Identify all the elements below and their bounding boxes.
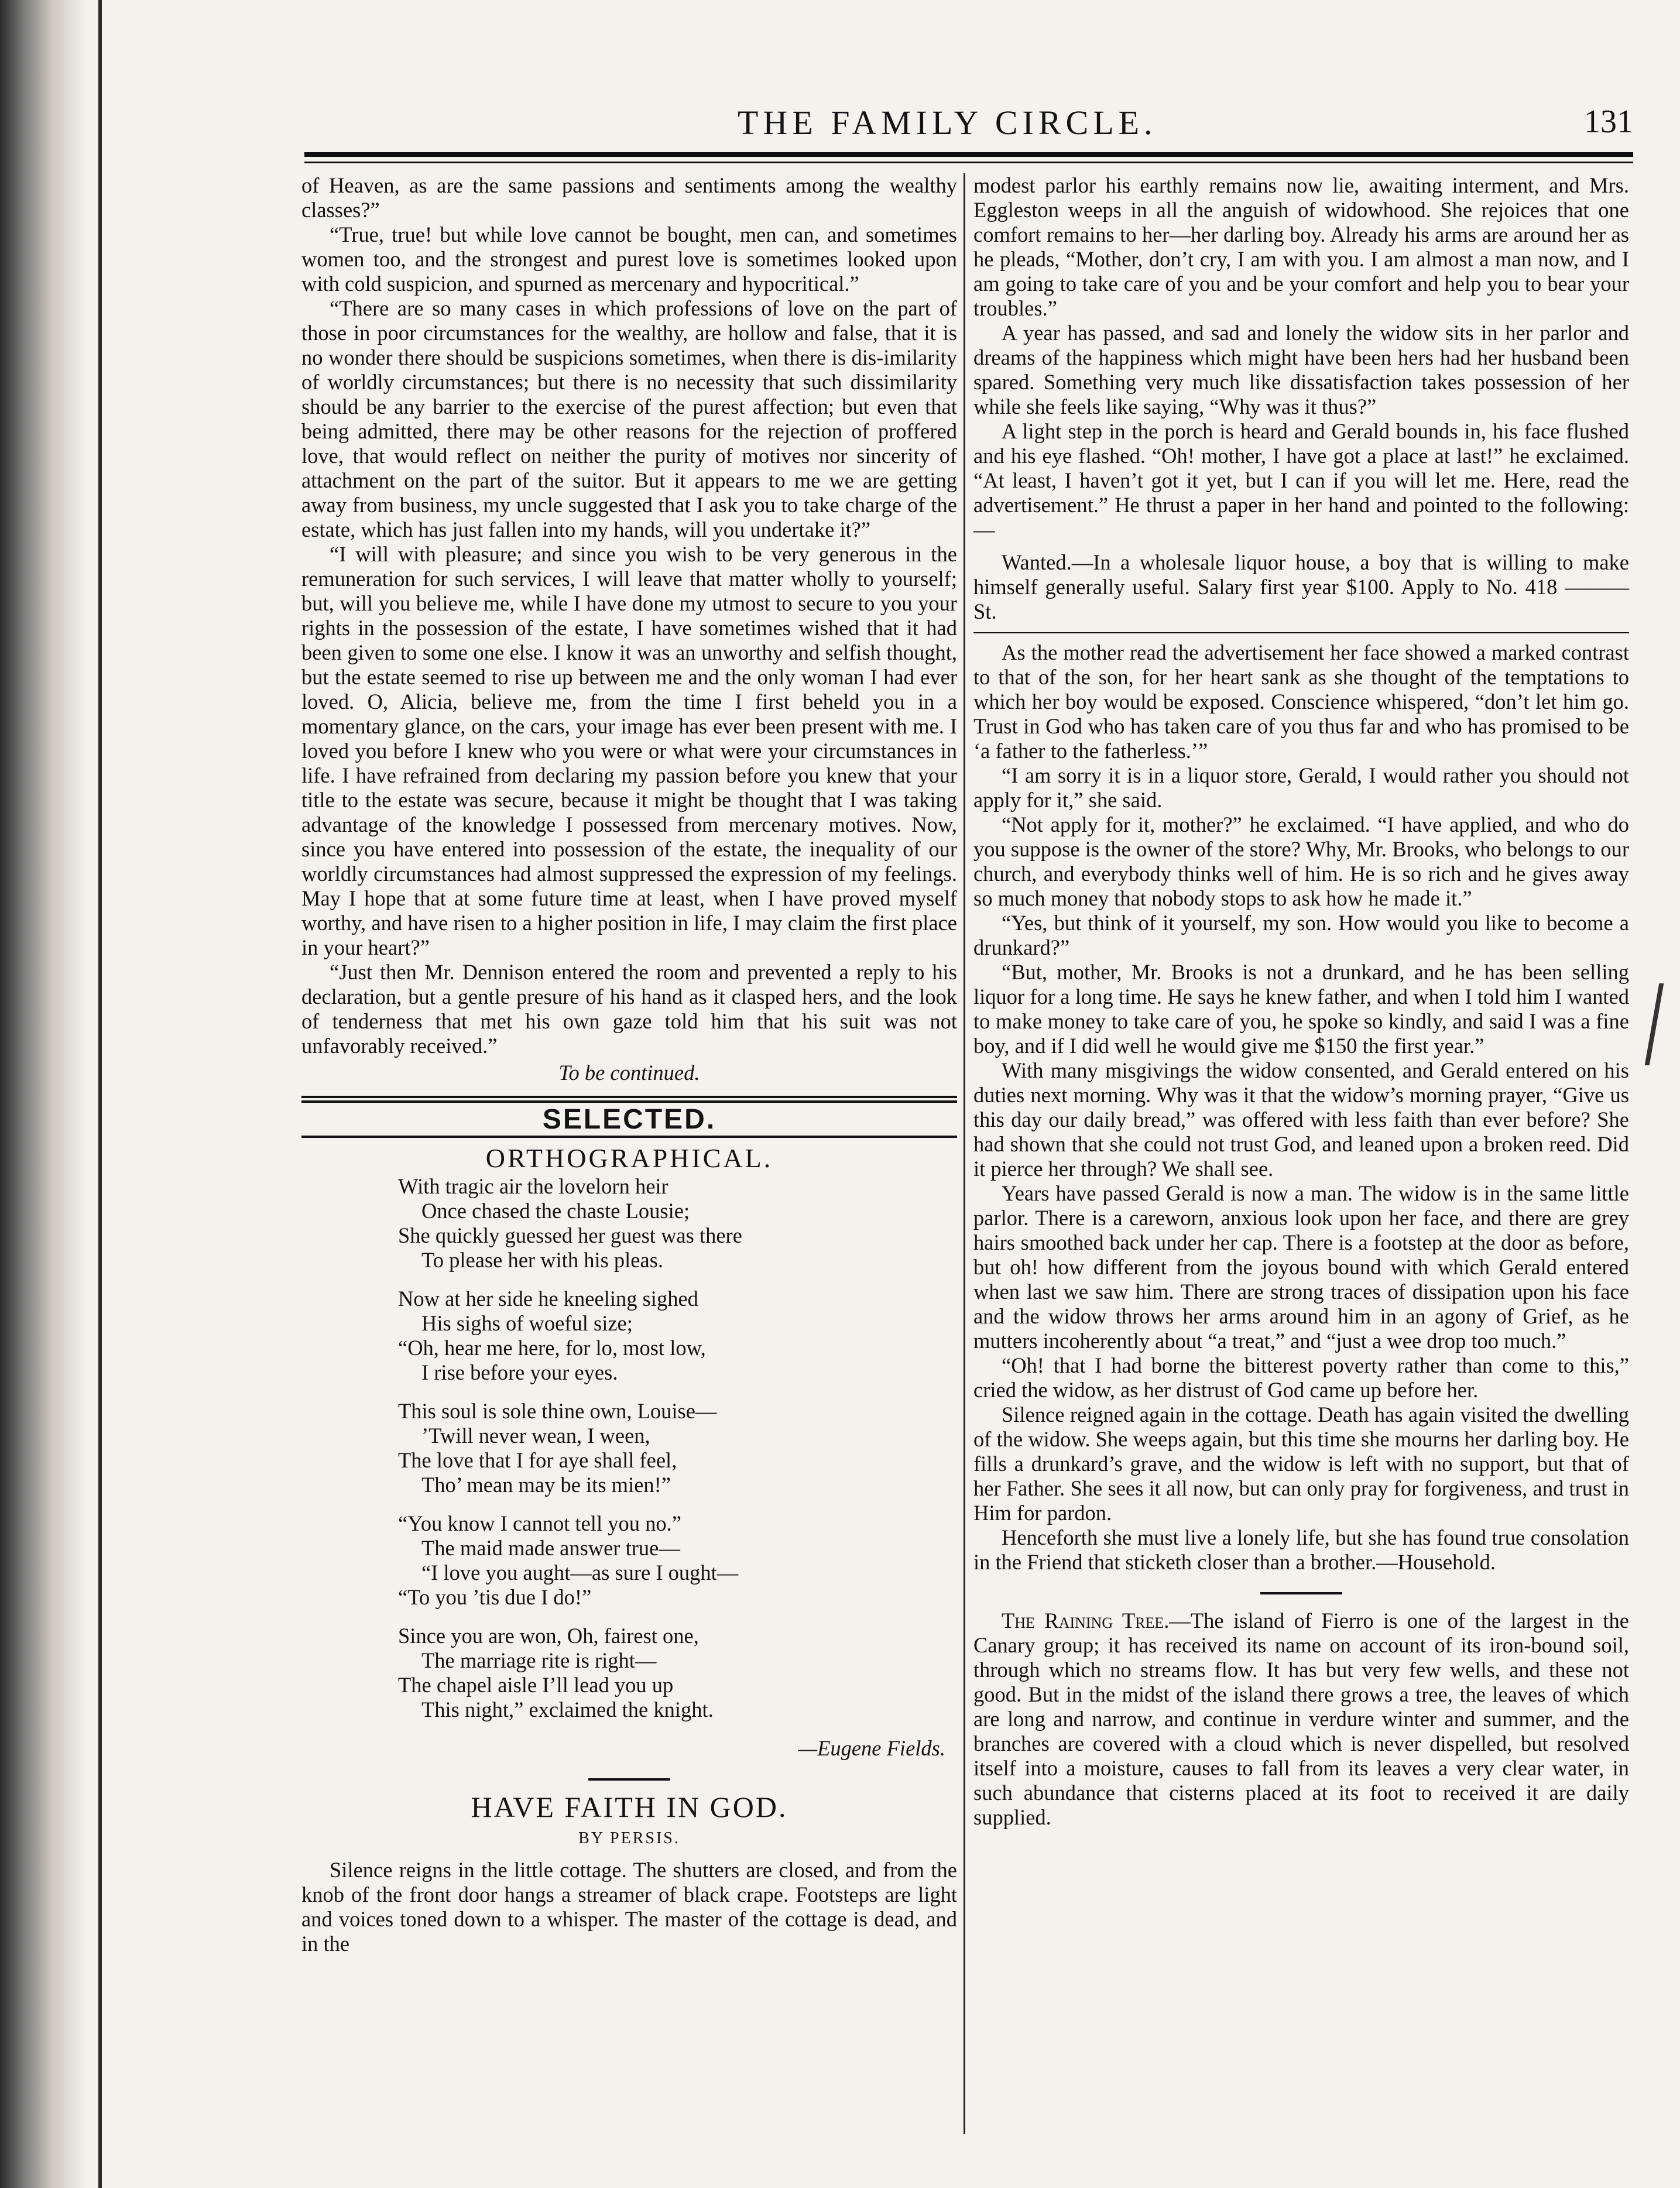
poem-line: “You know I cannot tell you no.” — [398, 1511, 681, 1535]
section-rule — [301, 1136, 957, 1138]
page-number: 131 — [1584, 104, 1633, 140]
poem-line: This night,” exclaimed the knight. — [421, 1697, 714, 1721]
poem-line: The marriage rite is right— — [421, 1648, 657, 1672]
poem-line: Since you are won, Oh, fairest one, — [398, 1624, 699, 1648]
story-paragraph: “But, mother, Mr. Brooks is not a drunkard, and he has been selling liquor for a long time. He says he knew father, and when I told him I wanted to make money to take care of you, he spoke so kindly, and said I was a fine boy, and if I did well he would give me $150 the first year.” — [973, 960, 1629, 1058]
binding-edge-line — [98, 0, 102, 2188]
left-column — [301, 173, 957, 1956]
poem-line: The maid made answer true— — [421, 1536, 680, 1560]
right-column — [973, 173, 1629, 1830]
story-paragraph: A light step in the porch is heard and Gerald bounds in, his face flushed and his eye flashed. “Oh! mother, I have got a place at last!” he exclaimed. “At least, I haven’t got it yet, but I can if you will let me. Here, read the advertisement.” He thrust a paper in her hand and pointed to the following:— — [973, 419, 1629, 541]
story-paragraph: Henceforth she must live a lonely life, but she has found true consolation in the Friend that sticketh closer than a brother.—Household. — [973, 1525, 1629, 1574]
story-paragraph: “Just then Mr. Dennison entered the room and prevented a reply to his declaration, but a gentle presure of his hand as it clasped hers, and the look of tenderness that met his own gaze told him that his suit was not unfavorably received.” — [301, 960, 957, 1058]
poem-line: This soul is sole thine own, Louise— — [398, 1399, 717, 1423]
story-paragraph: “I am sorry it is in a liquor store, Gerald, I would rather you should not apply for it,” she said. — [973, 763, 1629, 812]
poem-line: Now at her side he kneeling sighed — [398, 1287, 698, 1311]
story-paragraph: “Oh! that I had borne the bitterest poverty rather than come to this,” cried the widow, as her distrust of God came up before her. — [973, 1353, 1629, 1402]
raining-tree-text: —The island of Fierro is one of the largest in the Canary group; it has received its name on account of its iron-bound soil, through which no streams flow. It has but very few wells, and these not good. But in the midst of the island there grows a tree, the leaves of which are long and narrow, and continue in verdure winter and summer, and the branches are covered with a cloud which is never dispelled, but resolved itself into a moisture, causes to fall from its leaves a very clear water, in such abundance that cisterns placed at its foot to received it are daily supplied. — [973, 1609, 1629, 1829]
story-paragraph: “Yes, but think of it yourself, my son. How would you like to become a drunkard?” — [973, 911, 1629, 959]
section-divider — [588, 1778, 670, 1781]
poem-stanza — [398, 1399, 957, 1497]
story-paragraph: of Heaven, as are the same passions and sentiments among the wealthy classes?” — [301, 173, 957, 222]
poem-stanza — [398, 1287, 957, 1385]
running-title: THE FAMILY CIRCLE. — [738, 104, 1157, 142]
page-header — [304, 103, 1633, 150]
header-rule-thick — [304, 152, 1633, 157]
column-divider — [964, 173, 965, 2134]
section-heading: SELECTED. — [542, 1104, 716, 1135]
story-paragraph: modest parlor his earthly remains now lie, awaiting interment, and Mrs. Eggleston weeps in all the anguish of widowhood. She rejoices that one comfort remains to her—her darling boy. Already his arms are around her as he pleads, “Mother, don’t cry, I am with you. I am almost a man now, and I am going to take care of you and be your comfort and help you to bear your troubles.” — [973, 173, 1629, 320]
poem-line: ’Twill never wean, I ween, — [421, 1424, 650, 1448]
story-paragraph: “I will with pleasure; and since you wish to be very generous in the remuneration for such services, I will leave that matter wholly to yourself; but, will you believe me, while I have done my utmost to secure to you your rights in the possession of the estate, I have sometimes wished that it had been given to some one else. I know it was an unworthy and selfish thought, but the estate seemed to rise up between me and the only woman I had ever loved. O, Alicia, believe me, from the time I first beheld you in a momentary glance, on the cars, your image has ever been present with me. I loved you before I knew who you were or what were your circumstances in life. I have refrained from declaring my passion before you knew that your title to the estate was secure, because it might be thought that I was taking advantage of the knowledge I possessed from mercenary motives. Now, since you have entered into possession of the estate, the inequality of our worldly circumstances had almost suppressed the expression of my feelings. May I hope that at some future time at least, when I have proved myself worthy, and have risen to a higher position in life, I may claim the first place in your heart?” — [301, 542, 957, 959]
poem-line: The chapel aisle I’ll lead you up — [398, 1673, 674, 1697]
poem-line: To please her with his pleas. — [421, 1248, 664, 1272]
to-be-continued: To be continued. — [558, 1061, 700, 1085]
poem — [398, 1174, 957, 1722]
poem-line: She quickly guessed her guest was there — [398, 1223, 742, 1247]
story-byline: BY PERSIS. — [578, 1829, 680, 1847]
section-divider — [1260, 1592, 1342, 1594]
poem-line: “I love you aught—as sure I ought— — [421, 1561, 739, 1585]
story-paragraph: A year has passed, and sad and lonely the widow sits in her parlor and dreams of the happiness which might have been hers had her husband been spared. Something very much like dissatisfaction takes possession of her while she feels like saying, “Why was it thus?” — [973, 321, 1629, 419]
story-paragraph: As the mother read the advertisement her face showed a marked contrast to that of the son, for her heart sank as she thought of the temptations to which her boy would be exposed. Conscience whispered, “don’t let him go. Trust in God who has taken care of you thus far and who has promised to be ‘a father to the fatherless.’” — [973, 640, 1629, 763]
story-title: HAVE FAITH IN GOD. — [471, 1791, 788, 1823]
poem-line: The love that I for aye shall feel, — [398, 1448, 677, 1472]
story-paragraph: “There are so many cases in which professions of love on the part of those in poor circumstances for the wealthy, are hollow and false, that it is no wonder there should be suspicions sometimes, when there is dis-imilarity of worldly circumstances; but there is no necessity that such dissimilarity should be any barrier to the exercise of the purest affection; but even that being admitted, there may be other reasons for the rejection of proffered love, that would reflect on neither the purity of motives nor sincerity of attachment on the part of the suitor. But it appears to me we are getting away from business, my uncle suggested that I ask you to take charge of the estate, which has just fallen into my hands, will you undertake it?” — [301, 296, 957, 541]
story-paragraph: Silence reigned again in the cottage. Death has again visited the dwelling of the widow. She weeps again, but this time she mourns her darling boy. He fills a drunkard’s grave, and the widow is left with no support, but that of her Father. She sees it all now, but can only pray for forgiveness, and trust in Him for pardon. — [973, 1402, 1629, 1525]
section-rule — [301, 1100, 957, 1103]
story-paragraph: Years have passed Gerald is now a man. The widow is in the same little parlor. There is a careworn, anxious look upon her face, and there are grey hairs smoothed back under her cap. There is a footstep at the door as before, but oh! how different from the joyous bound with which Gerald entered when last we saw him. There are strong traces of dissipation upon his face and the widow throws her arms around him in an agony of Grief, as he mutters incoherently about “a treat,” and “just a wee drop too much.” — [973, 1181, 1629, 1353]
poem-line: His sighs of woeful size; — [421, 1311, 633, 1335]
advertisement-rule — [973, 632, 1629, 633]
raining-tree-paragraph — [973, 1609, 1629, 1830]
poem-stanza — [398, 1624, 957, 1722]
poem-stanza — [398, 1174, 957, 1273]
section-rule — [301, 1096, 957, 1098]
advertisement-text: Wanted.—In a wholesale liquor house, a boy that is willing to make himself generally useful. Salary first year $100. Apply to No. 418 ——— St. — [973, 550, 1629, 623]
story-paragraph: “True, true! but while love cannot be bought, men can, and sometimes women too, and the strongest and purest love is sometimes looked upon with cold suspicion, and spurned as mercenary and hypocritical.” — [301, 222, 957, 296]
poem-title: ORTHOGRAPHICAL. — [485, 1143, 773, 1173]
story-paragraph: Silence reigns in the little cottage. The shutters are closed, and from the knob of the front door hangs a streamer of black crape. Footsteps are light and voices toned down to a whisper. The master of the cottage is dead, and in the — [301, 1858, 957, 1956]
poem-line: Tho’ mean may be its mien!” — [421, 1473, 671, 1497]
poem-line: I rise before your eyes. — [421, 1360, 618, 1384]
page-edge-mark — [1645, 983, 1664, 1065]
poem-stanza — [398, 1511, 957, 1610]
header-rule-thin — [304, 162, 1633, 163]
story-paragraph: “Not apply for it, mother?” he exclaimed. “I have applied, and who do you suppose is the owner of the store? Why, Mr. Brooks, who belongs to our church, and everybody thinks well of him. He is so rich and he gives away so much money that nobody stops to ask how he made it.” — [973, 812, 1629, 910]
poem-line: With tragic air the lovelorn heir — [398, 1174, 668, 1198]
book-binding-shadow — [0, 0, 88, 2188]
poem-line: “To you ’tis due I do!” — [398, 1585, 592, 1609]
poem-line: Once chased the chaste Lousie; — [421, 1199, 690, 1223]
story-paragraph: With many misgivings the widow consented, and Gerald entered on his duties next morning. Why was it that the widow’s morning prayer, “Give us this day our daily bread,” was offered with less faith than ever before? She had shown that she could not trust God, and leaned upon a broken reed. Did it pierce her through? We shall see. — [973, 1058, 1629, 1181]
advertisement — [973, 550, 1629, 624]
poem-author: —Eugene Fields. — [798, 1736, 945, 1760]
raining-tree-lead: The Raining Tree. — [1002, 1609, 1170, 1633]
poem-line: “Oh, hear me here, for lo, most low, — [398, 1336, 706, 1360]
